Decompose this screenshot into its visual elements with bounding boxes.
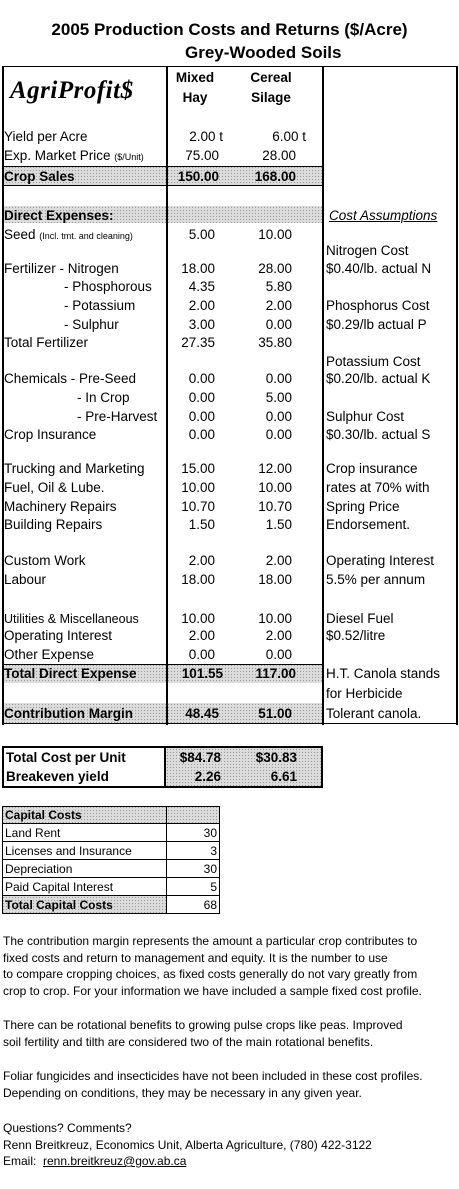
assumption-line: for Herbicide [326, 686, 403, 701]
other-label: Other Expense [4, 647, 95, 662]
cap-rule [2, 806, 220, 807]
chem-pre-col1: 0.00 [188, 371, 215, 386]
fert-n-label: Fertilizer - Nitrogen [4, 261, 119, 276]
trucking-col1: 15.00 [181, 461, 215, 476]
assumption-line: $0.52/litre [326, 628, 386, 643]
assumption-line: Tolerant canola. [326, 706, 422, 721]
crop-sales-col1: 150.00 [177, 169, 219, 184]
crop-sales-label: Crop Sales [4, 169, 75, 184]
assumption-line: H.T. Canola stands [326, 666, 441, 681]
crop-ins-col2: 0.00 [265, 427, 292, 442]
cap-vrule [219, 806, 220, 914]
market-price-col1: 75.00 [185, 148, 219, 163]
direct-expenses-heading: Direct Expenses: [4, 208, 114, 223]
assumption-line: rates at 70% with [326, 480, 430, 495]
fuel-col1: 10.00 [181, 480, 215, 495]
crop-sales-top-rule [2, 166, 323, 167]
op-int-col2: 2.00 [265, 628, 292, 643]
page-subtitle: Grey-Wooded Soils [185, 43, 342, 62]
bldg-col1: 1.50 [188, 517, 215, 532]
bldg-label: Building Repairs [4, 517, 103, 532]
fert-p-label: - Phosphorous [64, 279, 152, 294]
fungicide-note [3, 1068, 459, 1101]
market-price-label [4, 148, 144, 165]
bldg-col2: 1.50 [265, 517, 292, 532]
assumption-line: Endorsement. [326, 517, 411, 532]
cap-rule [2, 841, 220, 842]
seed-col1: 5.00 [188, 227, 215, 242]
assumption-line: $0.20/lb. actual K [326, 371, 431, 386]
breakeven-col2: 6.61 [270, 769, 297, 784]
top-border [2, 66, 457, 67]
assumption-line: $0.40/lb. actual N [326, 261, 432, 276]
assumption-line: Nitrogen Cost [326, 243, 409, 258]
fert-p-col2: 5.80 [265, 279, 292, 294]
cap-rule [2, 859, 220, 860]
utilities-label: Utilities & Miscellaneous [4, 612, 139, 626]
note-line: to compare cropping choices, as fixed costs generally do not vary greatly from [3, 967, 418, 981]
note-line: soil fertility and tilth are considered two of the main rotational benefits. [3, 1034, 374, 1049]
contact-info [3, 1120, 459, 1170]
unit-cost-table [2, 746, 323, 788]
cap-vrule [2, 806, 3, 914]
assumption-line: Diesel Fuel [326, 611, 394, 626]
total-cost-unit-col1: $84.78 [179, 750, 221, 765]
assumption-line: 5.5% per annum [326, 572, 426, 587]
total-direct-col1: 101.55 [181, 666, 223, 681]
chem-harv-col2: 0.00 [265, 409, 292, 424]
capital-row-value: 3 [210, 844, 217, 858]
chem-in-label: - In Crop [77, 390, 130, 405]
fert-s-label: - Sulphur [64, 317, 119, 332]
yield-label: Yield per Acre [4, 129, 88, 144]
capital-row-label: Depreciation [5, 862, 73, 876]
fert-k-label: - Potassium [64, 298, 136, 313]
cap-rule [2, 823, 220, 824]
note-line: crop to crop. For your information we have included a sample fixed cost profile. [3, 983, 422, 998]
col1-header-line1: Mixed [175, 70, 215, 85]
crop-sales-col2: 168.00 [254, 169, 296, 184]
market-price-unit: ($/Unit) [114, 152, 144, 162]
capital-row-label: Land Rent [5, 826, 61, 840]
assumption-line: Phosphorus Cost [326, 298, 430, 313]
fert-n-col1: 18.00 [181, 261, 215, 276]
note-line: Foliar fungicides and insecticides have not been included in these cost profiles. [3, 1069, 423, 1083]
fert-k-col1: 2.00 [188, 298, 215, 313]
fuel-col2: 10.00 [258, 480, 292, 495]
total-fert-label: Total Fertilizer [4, 335, 89, 350]
breakeven-col1: 2.26 [194, 769, 221, 784]
assumption-line: Sulphur Cost [326, 409, 405, 424]
note-line: There can be rotational benefits to growing pulse crops like peas. Improved [3, 1018, 403, 1032]
capital-row-label: Licenses and Insurance [5, 844, 132, 858]
labour-col1: 18.00 [181, 572, 215, 587]
col1-header-line2: Hay [182, 90, 208, 105]
assumption-line: Spring Price [326, 499, 400, 514]
chem-in-col2: 5.00 [265, 390, 292, 405]
fert-n-col2: 28.00 [258, 261, 292, 276]
yield-col1: 2.00 t [189, 129, 223, 144]
fert-p-col1: 4.35 [188, 279, 215, 294]
note-line: Depending on conditions, they may be necessary in any given year. [3, 1085, 362, 1100]
labour-col2: 18.00 [258, 572, 292, 587]
other-col1: 0.00 [188, 647, 215, 662]
mach-label: Machinery Repairs [4, 499, 117, 514]
assumption-line: Potassium Cost [326, 354, 421, 369]
assumption-line: Operating Interest [326, 553, 435, 568]
contribution-col2: 51.00 [258, 706, 292, 721]
custom-label: Custom Work [4, 553, 86, 568]
crop-sales-bottom-rule [2, 185, 323, 186]
contribution-margin-note [3, 933, 459, 999]
total-fert-col2: 35.80 [258, 335, 292, 350]
fert-s-col1: 3.00 [188, 317, 215, 332]
chem-pre-label: Chemicals - Pre-Seed [4, 371, 137, 386]
crop-ins-label: Crop Insurance [4, 427, 97, 442]
other-col2: 0.00 [265, 647, 292, 662]
custom-col2: 2.00 [265, 553, 292, 568]
capital-row-label: Paid Capital Interest [5, 880, 114, 894]
email-link[interactable]: renn.breitkreuz@gov.ab.ca [43, 1154, 187, 1168]
total-fert-col1: 27.35 [181, 335, 215, 350]
market-price-col2: 28.00 [262, 148, 296, 163]
assumption-line: $0.30/lb. actual S [326, 427, 431, 442]
capital-heading: Capital Costs [5, 808, 82, 822]
seed-note: (Incl. tmt. and cleaning) [39, 231, 133, 241]
cost-assumptions-heading: Cost Assumptions [329, 208, 438, 223]
seed-col2: 10.00 [258, 227, 292, 242]
capital-costs-table [2, 806, 220, 914]
mach-col1: 10.70 [181, 499, 215, 514]
capital-total-label: Total Capital Costs [5, 898, 113, 912]
col-divider-2 [322, 66, 324, 725]
breakeven-label: Breakeven yield [6, 769, 109, 784]
agriprofit-logo: AgriProfit$ [10, 77, 134, 104]
crop-ins-col1: 0.00 [188, 427, 215, 442]
total-direct-col2: 117.00 [255, 666, 296, 681]
capital-total-value: 68 [203, 898, 217, 912]
cap-rule [2, 895, 220, 896]
total-direct-label: Total Direct Expense [4, 666, 137, 681]
total-cost-unit-label: Total Cost per Unit [6, 750, 126, 765]
utilities-col1: 10.00 [181, 611, 215, 626]
rotational-benefits-note [3, 1017, 459, 1050]
note-line: The contribution margin represents the amount a particular crop contributes to [3, 934, 418, 948]
utilities-col2: 10.00 [258, 611, 292, 626]
col2-header-line2: Silage [251, 90, 291, 105]
email-label: Email: [3, 1154, 37, 1168]
trucking-col2: 12.00 [258, 461, 292, 476]
total-cost-unit-col2: $30.83 [255, 750, 297, 765]
contact-line: Renn Breitkreuz, Economics Unit, Alberta Agriculture, (780) 422-3122 [3, 1137, 372, 1152]
contribution-col1: 48.45 [185, 706, 219, 721]
chem-harv-col1: 0.00 [188, 409, 215, 424]
contact-line: Questions? Comments? [3, 1121, 132, 1135]
note-line: fixed costs and return to management and equity. It is the number to use [3, 950, 388, 965]
cap-rule [2, 913, 220, 914]
op-int-col1: 2.00 [188, 628, 215, 643]
trucking-label: Trucking and Marketing [4, 461, 145, 476]
capital-row-value: 5 [210, 880, 217, 894]
email-line [3, 1153, 459, 1170]
page-title: 2005 Production Costs and Returns ($/Acre) [51, 20, 408, 39]
seed-text: Seed [4, 227, 36, 242]
total-direct-top-rule [2, 664, 323, 665]
capital-row-value: 30 [203, 862, 217, 876]
bottom-border [2, 723, 457, 724]
chem-harv-label: - Pre-Harvest [77, 409, 158, 424]
chem-in-col1: 0.00 [188, 390, 215, 405]
cost-sheet [2, 66, 457, 725]
op-int-label: Operating Interest [4, 628, 113, 643]
labour-label: Labour [4, 572, 47, 587]
contribution-label: Contribution Margin [4, 706, 133, 721]
chem-pre-col2: 0.00 [265, 371, 292, 386]
assumption-line: $0.29/lb actual P [326, 317, 427, 332]
mach-col2: 10.70 [258, 499, 292, 514]
fuel-label: Fuel, Oil & Lube. [4, 480, 105, 495]
cap-rule [2, 877, 220, 878]
seed-label [4, 227, 133, 244]
market-price-text: Exp. Market Price [4, 148, 111, 163]
fert-k-col2: 2.00 [265, 298, 292, 313]
capital-row-value: 30 [203, 826, 217, 840]
assumption-line: Crop insurance [326, 461, 418, 476]
yield-col2: 6.00 t [272, 129, 306, 144]
right-border [456, 66, 458, 725]
custom-col1: 2.00 [188, 553, 215, 568]
fert-s-col2: 0.00 [265, 317, 292, 332]
col2-header-line1: Cereal [250, 70, 292, 85]
